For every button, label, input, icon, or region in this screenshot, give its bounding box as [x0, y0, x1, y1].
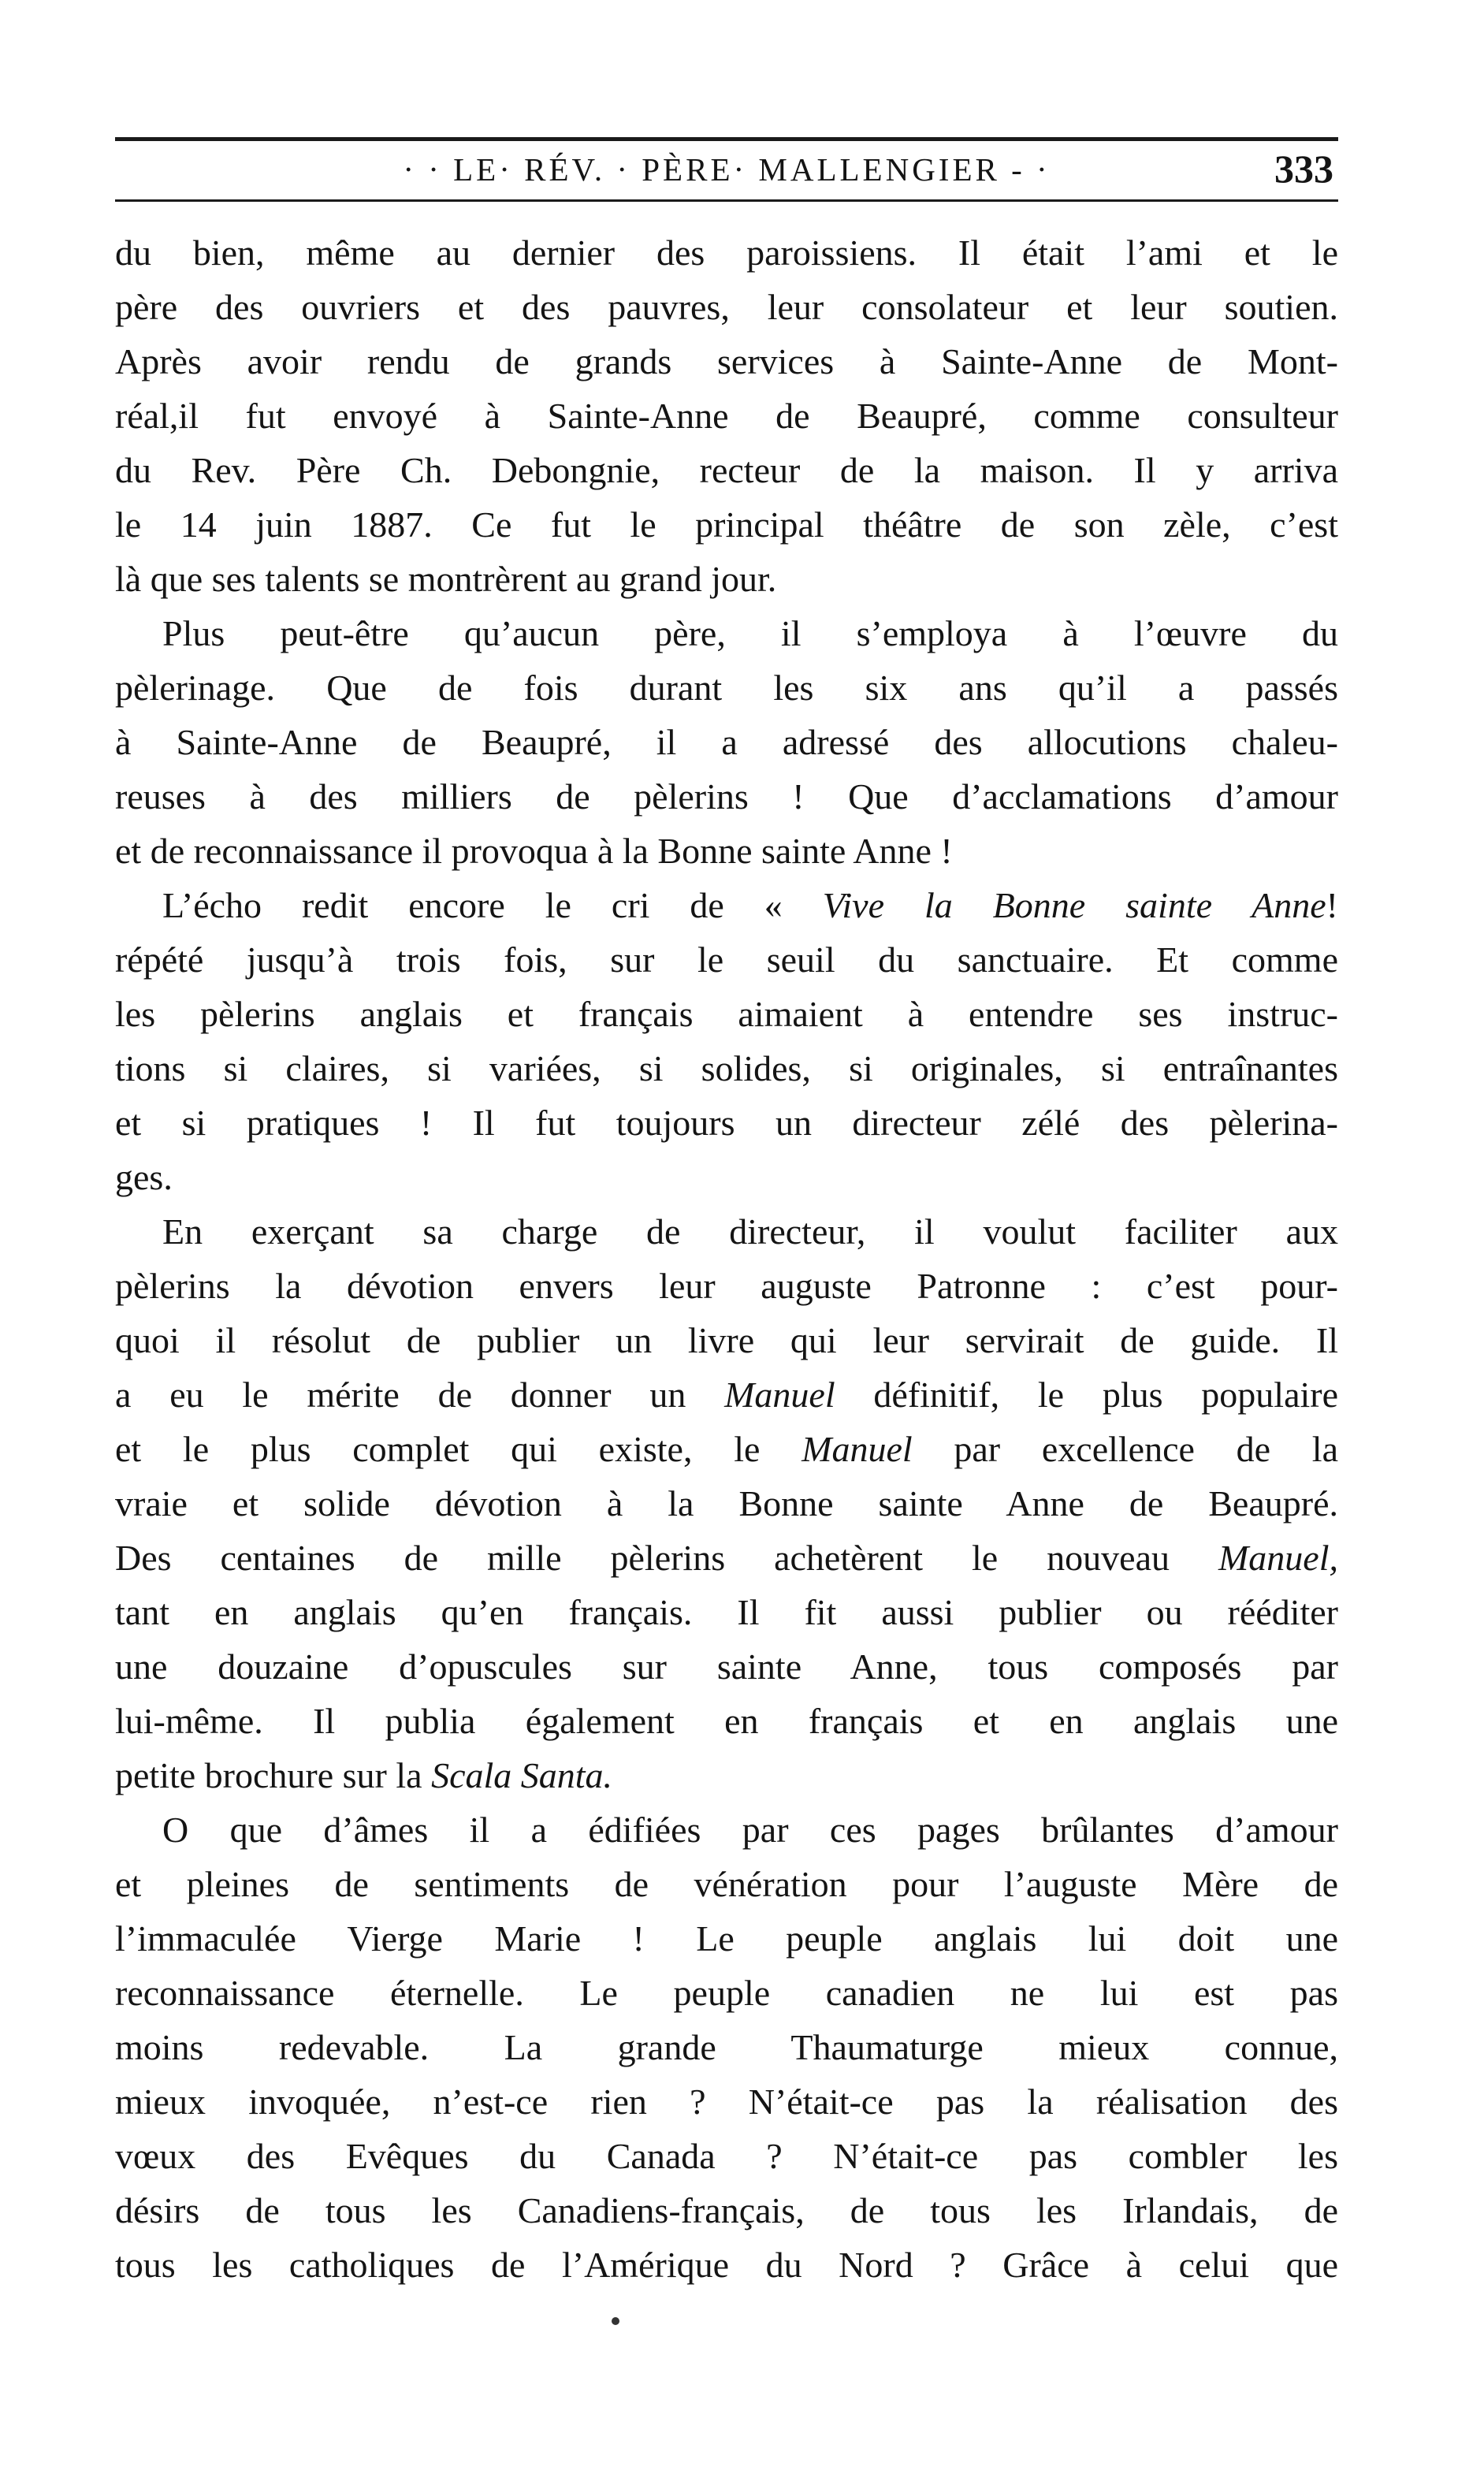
- text-line: moins redevable. La grande Thaumaturge mieux connue,: [115, 2027, 1338, 2067]
- paragraph-3: [115, 878, 1338, 1204]
- text-line: quoi il résolut de publier un livre qui leur servirait de guide. Il: [115, 1320, 1338, 1360]
- ink-dot: [612, 2317, 619, 2325]
- text-line: du bien, même au dernier des paroissiens. Il était l’ami et le: [115, 233, 1338, 273]
- italic-span: Manuel,: [1218, 1538, 1338, 1578]
- text-line: et pleines de sentiments de vénération pour l’auguste Mère de: [115, 1864, 1338, 1904]
- text-line: vraie et solide dévotion à la Bonne sainte Anne de Beaupré.: [115, 1483, 1338, 1523]
- italic-span: Scala Santa.: [431, 1755, 613, 1795]
- paragraph-1: [115, 225, 1338, 606]
- paragraph-2: [115, 606, 1338, 878]
- italic-span: Vive la Bonne sainte Anne: [822, 885, 1326, 925]
- text-line: répété jusqu’à trois fois, sur le seuil du sanctuaire. Et comme: [115, 939, 1338, 980]
- italic-span: Manuel: [724, 1375, 835, 1415]
- text-span: et le plus complet qui existe, le: [115, 1429, 761, 1469]
- text-line: reuses à des milliers de pèlerins ! Que d’acclamations d’amour: [115, 776, 1338, 817]
- text-line: Plus peut-être qu’aucun père, il s’employa à l’œuvre du: [162, 613, 1338, 653]
- text-line: [115, 1367, 1338, 1422]
- text-line: vœux des Evêques du Canada ? N’était-ce pas combler les: [115, 2136, 1338, 2176]
- running-title: · · LE· RÉV. · PÈRE· MALLENGIER - ·: [403, 151, 1051, 188]
- italic-span: Manuel: [802, 1429, 913, 1469]
- text-line: là que ses talents se montrèrent au grand jour.: [115, 559, 777, 599]
- text-line: Après avoir rendu de grands services à Sainte-Anne de Mont-: [115, 341, 1338, 381]
- text-line: pèlerins la dévotion envers leur auguste Patronne : c’est pour-: [115, 1266, 1338, 1306]
- text-line: ges.: [115, 1157, 173, 1197]
- text-line: pèlerinage. Que de fois durant les six ans qu’il a passés: [115, 668, 1338, 708]
- text-line: du Rev. Père Ch. Debongnie, recteur de la maison. Il y arriva: [115, 450, 1338, 490]
- header-bottom-rule: [115, 199, 1338, 202]
- text-span: a eu le mérite de donner un: [115, 1375, 686, 1415]
- text-line: lui-même. Il publia également en français et en anglais une: [115, 1701, 1338, 1741]
- text-span: par excellence de la: [954, 1429, 1338, 1469]
- text-line: les pèlerins anglais et français aimaient à entendre ses instruc-: [115, 994, 1338, 1034]
- text-line: mieux invoquée, n’est-ce rien ? N’était-ce pas la réalisation des: [115, 2082, 1338, 2122]
- text-line: [115, 1422, 1338, 1476]
- text-span: petite brochure sur la: [115, 1755, 422, 1795]
- text-span: !: [1326, 885, 1338, 925]
- text-line: et de reconnaissance il provoqua à la Bonne sainte Anne !: [115, 831, 953, 871]
- text-line: tions si claires, si variées, si solides, si originales, si entraînantes: [115, 1048, 1338, 1088]
- text-line: l’immaculée Vierge Marie ! Le peuple anglais lui doit une: [115, 1918, 1338, 1959]
- text-span: Des centaines de mille pèlerins achetèrent le nouveau: [115, 1538, 1170, 1578]
- text-line: désirs de tous les Canadiens-français, de tous les Irlandais, de: [115, 2190, 1338, 2230]
- paragraph-5: [115, 1802, 1338, 2292]
- text-line: à Sainte-Anne de Beaupré, il a adressé des allocutions chaleu-: [115, 722, 1338, 762]
- text-span: définitif, le plus populaire: [873, 1375, 1338, 1415]
- text-line: le 14 juin 1887. Ce fut le principal théâtre de son zèle, c’est: [115, 504, 1338, 545]
- running-head: [115, 145, 1338, 197]
- text-line: une douzaine d’opuscules sur sainte Anne, tous composés par: [115, 1646, 1338, 1687]
- text-line: réal,il fut envoyé à Sainte-Anne de Beaupré, comme consulteur: [115, 396, 1338, 436]
- header-top-rule: [115, 137, 1338, 141]
- text-line: [115, 1748, 1338, 1802]
- text-line: O que d’âmes il a édifiées par ces pages brûlantes d’amour: [162, 1810, 1338, 1850]
- text-line: reconnaissance éternelle. Le peuple canadien ne lui est pas: [115, 1973, 1338, 2013]
- text-line: tous les catholiques de l’Amérique du Nord ? Grâce à celui que: [115, 2245, 1338, 2285]
- text-line: tant en anglais qu’en français. Il fit aussi publier ou rééditer: [115, 1592, 1338, 1632]
- text-line: et si pratiques ! Il fut toujours un directeur zélé des pèlerina-: [115, 1103, 1338, 1143]
- text-line: père des ouvriers et des pauvres, leur consolateur et leur soutien.: [115, 287, 1338, 327]
- text-line: [115, 1531, 1338, 1585]
- text-line: En exerçant sa charge de directeur, il voulut faciliter aux: [162, 1211, 1338, 1252]
- page-number: 333: [1274, 147, 1333, 191]
- text-line: [115, 878, 1338, 932]
- paragraph-4: [115, 1204, 1338, 1802]
- body-text: [115, 225, 1338, 2292]
- text-span: L’écho redit encore le cri de «: [162, 885, 783, 925]
